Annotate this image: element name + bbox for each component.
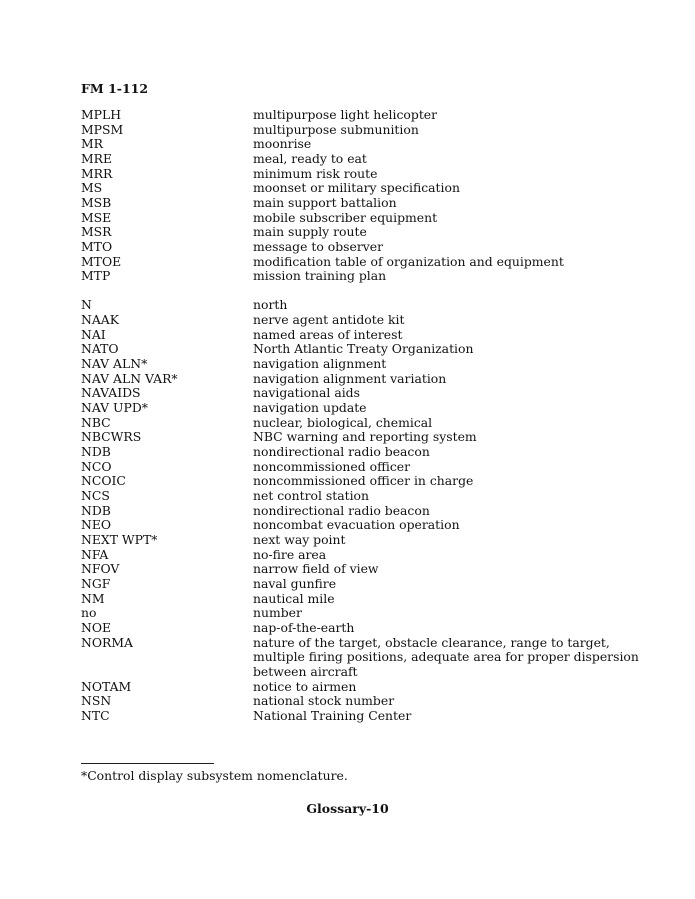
footnote-divider <box>81 763 214 764</box>
glossary-entry <box>81 533 641 548</box>
glossary-definition: notice to airmen <box>253 678 357 694</box>
glossary-definition: message to observer <box>253 238 384 254</box>
glossary-definition: nerve agent antidote kit <box>253 312 405 328</box>
glossary-entry <box>81 621 641 636</box>
glossary-entry <box>81 240 641 255</box>
document-header: FM 1-112 <box>81 81 149 96</box>
glossary-entry <box>81 328 641 343</box>
glossary-definition: minimum risk route <box>253 165 378 181</box>
glossary-term: NAV ALN* <box>81 356 148 372</box>
glossary-definition: nondirectional radio beacon <box>253 444 430 460</box>
glossary-entry <box>81 445 641 460</box>
glossary-definition: mission training plan <box>253 268 387 284</box>
glossary-term: MSB <box>81 194 112 210</box>
glossary-definition: main support battalion <box>253 194 397 210</box>
glossary-entry <box>81 504 641 519</box>
glossary-term: NDB <box>81 502 111 518</box>
glossary-definition: noncommissioned officer <box>253 458 411 474</box>
glossary-section <box>81 108 641 284</box>
glossary-term: NBC <box>81 414 111 430</box>
glossary-term: NDB <box>81 444 111 460</box>
glossary-definition: noncommissioned officer in charge <box>253 473 474 489</box>
glossary-definition: nap-of-the-earth <box>253 619 355 635</box>
glossary-term: NEXT WPT* <box>81 531 158 547</box>
glossary-definition: mobile subscriber equipment <box>253 209 438 225</box>
glossary-definition: moonset or military specification <box>253 180 460 196</box>
glossary-definition: nondirectional radio beacon <box>253 502 430 518</box>
glossary-entry <box>81 562 641 577</box>
glossary-term: NAV UPD* <box>81 400 148 416</box>
glossary-definition: next way point <box>253 531 346 547</box>
glossary-entry <box>81 416 641 431</box>
glossary-entry <box>81 636 641 680</box>
glossary-entry <box>81 357 641 372</box>
glossary-term: NCO <box>81 458 112 474</box>
glossary-term: NTC <box>81 707 110 723</box>
page-number: Glossary-10 <box>306 801 389 816</box>
glossary-definition: number <box>253 605 302 621</box>
glossary-definition: moonrise <box>253 136 312 152</box>
glossary-definition: navigation alignment <box>253 356 387 372</box>
glossary-entry <box>81 460 641 475</box>
glossary-entry <box>81 680 641 695</box>
glossary-entry <box>81 167 641 182</box>
glossary-term: NATO <box>81 341 119 357</box>
footnote: *Control display subsystem nomenclature. <box>81 768 348 783</box>
glossary-entry <box>81 592 641 607</box>
glossary-term: NCOIC <box>81 473 126 489</box>
glossary-term: MSE <box>81 209 112 225</box>
glossary-entry <box>81 430 641 445</box>
glossary-definition: meal, ready to eat <box>253 150 367 166</box>
glossary-term: NBCWRS <box>81 429 142 445</box>
glossary-list <box>81 108 641 724</box>
glossary-term: NFOV <box>81 561 120 577</box>
glossary-term: NORMA <box>81 634 133 650</box>
glossary-definition: navigation alignment variation <box>253 370 447 386</box>
glossary-term: NAV ALN VAR* <box>81 370 178 386</box>
glossary-definition: main supply route <box>253 224 367 240</box>
glossary-entry <box>81 181 641 196</box>
glossary-definition: navigation update <box>253 400 367 416</box>
glossary-entry <box>81 474 641 489</box>
glossary-term: NGF <box>81 575 111 591</box>
glossary-definition: nuclear, biological, chemical <box>253 414 433 430</box>
glossary-entry <box>81 372 641 387</box>
glossary-entry <box>81 518 641 533</box>
glossary-section <box>81 298 641 723</box>
glossary-term: MR <box>81 136 104 152</box>
glossary-entry <box>81 313 641 328</box>
glossary-term: MPSM <box>81 121 124 137</box>
glossary-entry <box>81 489 641 504</box>
glossary-definition: National Training Center <box>253 707 412 723</box>
glossary-term: NOE <box>81 619 112 635</box>
glossary-definition: narrow field of view <box>253 561 379 577</box>
glossary-term: MRE <box>81 150 113 166</box>
glossary-definition: nautical mile <box>253 590 335 606</box>
glossary-definition: modification table of organization and equipment <box>253 253 564 269</box>
glossary-term: NEO <box>81 517 112 533</box>
glossary-term: NAI <box>81 326 106 342</box>
glossary-term: MTOE <box>81 253 122 269</box>
glossary-definition: North Atlantic Treaty Organization <box>253 341 474 357</box>
glossary-term: NM <box>81 590 105 606</box>
glossary-term: MPLH <box>81 107 122 122</box>
glossary-definition: net control station <box>253 488 369 503</box>
glossary-entry <box>81 108 641 123</box>
glossary-definition: multipurpose light helicopter <box>253 107 438 122</box>
glossary-entry <box>81 123 641 138</box>
glossary-entry <box>81 386 641 401</box>
glossary-term: NCS <box>81 488 110 503</box>
glossary-term: MRR <box>81 165 113 181</box>
glossary-entry <box>81 401 641 416</box>
glossary-entry <box>81 225 641 240</box>
glossary-entry <box>81 577 641 592</box>
glossary-definition: multipurpose submunition <box>253 121 419 137</box>
glossary-entry <box>81 606 641 621</box>
glossary-definition: national stock number <box>253 693 395 709</box>
glossary-term: MTP <box>81 268 111 284</box>
glossary-term: NAVAIDS <box>81 385 141 401</box>
glossary-entry <box>81 548 641 563</box>
glossary-definition: nature of the target, obstacle clearance, range to target, multiple firing positions, adequate area for proper dispersion between aircraft <box>253 634 639 679</box>
glossary-definition: NBC warning and reporting system <box>253 429 477 445</box>
glossary-term: NAAK <box>81 312 119 328</box>
glossary-entry <box>81 137 641 152</box>
glossary-definition: naval gunfire <box>253 575 337 591</box>
glossary-entry <box>81 342 641 357</box>
glossary-definition: no-fire area <box>253 546 327 562</box>
glossary-entry <box>81 152 641 167</box>
glossary-definition: named areas of interest <box>253 326 403 342</box>
glossary-entry <box>81 694 641 709</box>
glossary-entry <box>81 211 641 226</box>
glossary-term: MS <box>81 180 103 196</box>
glossary-term: no <box>81 605 97 621</box>
glossary-definition: navigational aids <box>253 385 360 401</box>
glossary-entry <box>81 255 641 270</box>
glossary-term: NSN <box>81 693 112 709</box>
glossary-term: MTO <box>81 238 113 254</box>
glossary-term: NOTAM <box>81 678 132 694</box>
glossary-term: N <box>81 297 92 313</box>
glossary-entry <box>81 709 641 724</box>
glossary-entry <box>81 269 641 284</box>
glossary-entry <box>81 298 641 313</box>
glossary-definition: north <box>253 297 288 313</box>
glossary-term: MSR <box>81 224 112 240</box>
glossary-term: NFA <box>81 546 109 562</box>
glossary-definition: noncombat evacuation operation <box>253 517 460 533</box>
glossary-entry <box>81 196 641 211</box>
